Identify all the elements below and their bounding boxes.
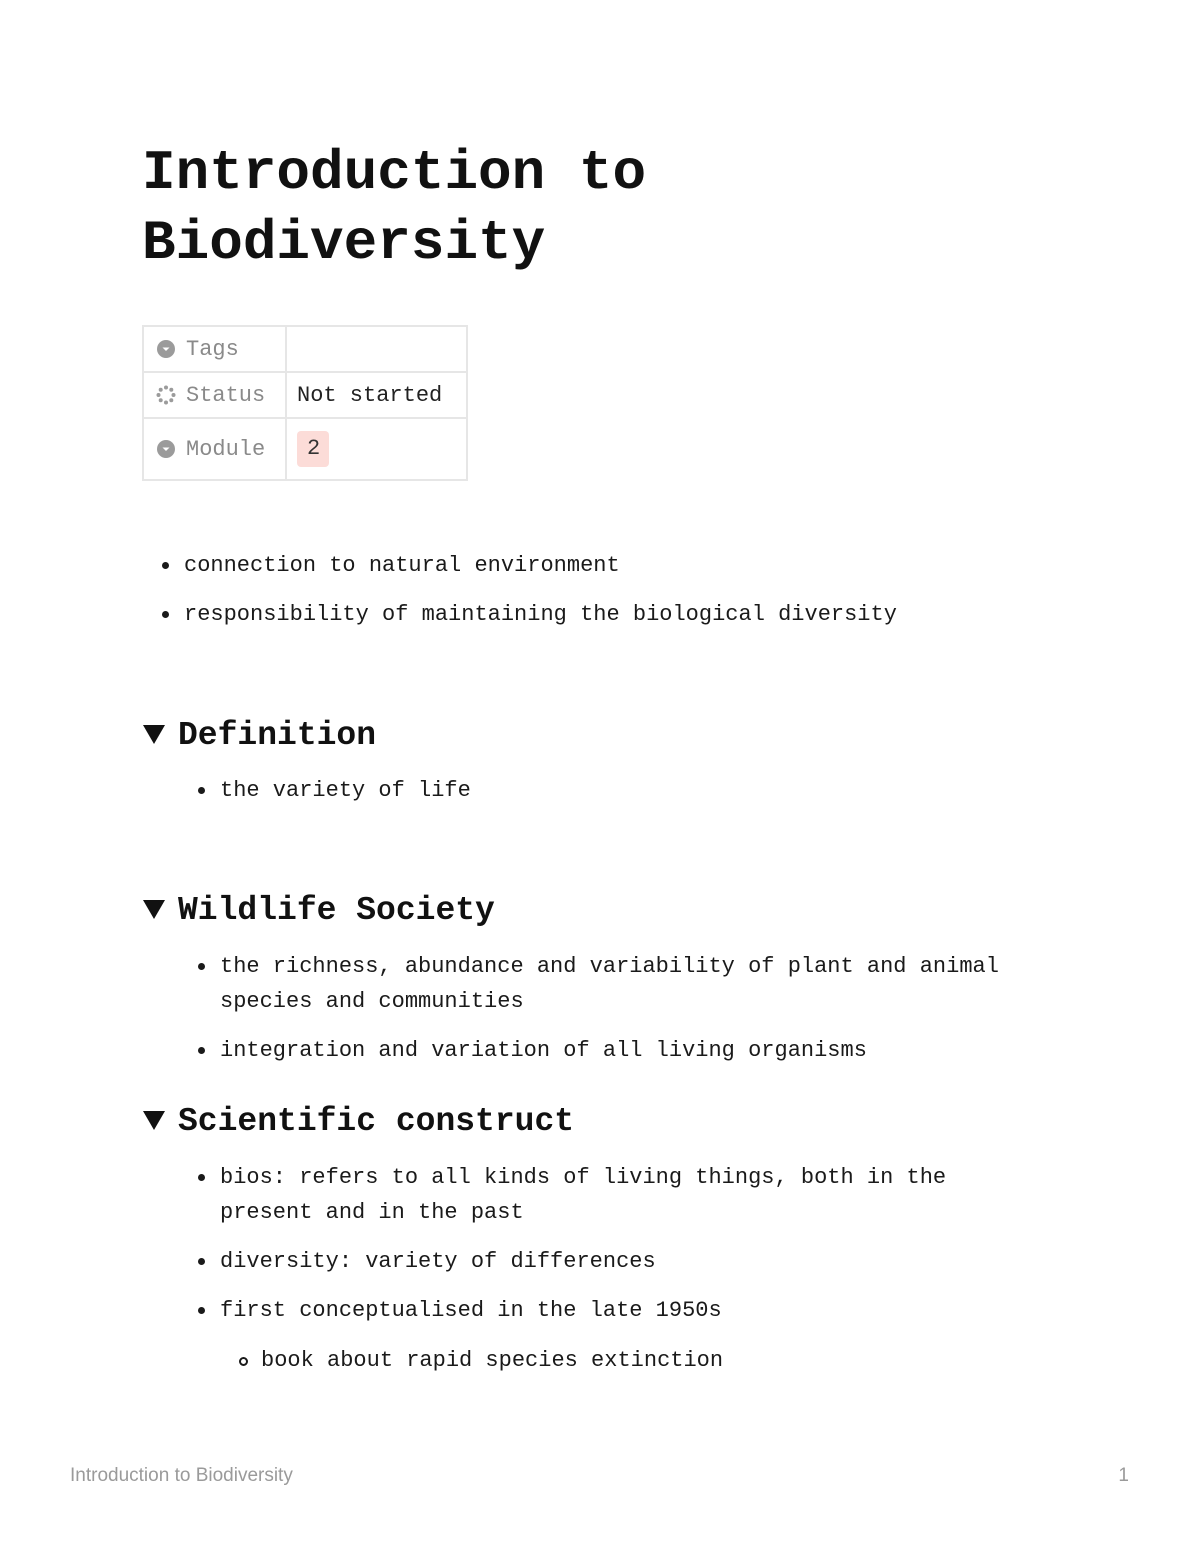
property-key-module[interactable] — [143, 418, 286, 480]
wildlife-society-bullet-list — [220, 949, 1070, 1082]
list-item: diversity: variety of differences — [220, 1244, 1020, 1279]
footer-page-number: 1 — [1118, 1465, 1129, 1486]
scientific-construct-bullet-list — [220, 1160, 1020, 1342]
section-heading-definition[interactable] — [142, 716, 376, 756]
property-value-tags[interactable] — [286, 326, 467, 372]
property-label: Status — [186, 382, 266, 408]
toggle-triangle-icon[interactable] — [142, 723, 166, 745]
toggle-triangle-icon[interactable] — [142, 1109, 166, 1131]
module-tag[interactable]: 2 — [297, 431, 329, 467]
select-icon — [156, 439, 176, 459]
list-item: book about rapid species extinction — [261, 1343, 1021, 1378]
property-key-tags[interactable] — [143, 326, 286, 372]
section-heading-label: Definition — [178, 717, 377, 754]
property-label: Tags — [186, 336, 239, 362]
footer-title: Introduction to Biodiversity — [70, 1465, 293, 1486]
property-row-tags — [143, 326, 467, 372]
scientific-construct-sub-list — [261, 1343, 1021, 1392]
definition-bullet-list — [220, 773, 1180, 822]
property-label: Module — [186, 436, 266, 462]
intro-bullet-list — [184, 548, 1144, 646]
list-item: responsibility of maintaining the biological diversity — [184, 597, 1144, 632]
list-item: integration and variation of all living organisms — [220, 1033, 1070, 1068]
property-key-status[interactable] — [143, 372, 286, 418]
page-title: Introduction to Biodiversity — [142, 141, 647, 275]
list-item: bios: refers to all kinds of living things, both in the present and in the past — [220, 1160, 1020, 1230]
property-value-status[interactable]: Not started — [286, 372, 467, 418]
toggle-triangle-icon[interactable] — [142, 898, 166, 920]
section-heading-label: Wildlife Society — [178, 892, 495, 929]
list-item: the variety of life — [220, 773, 1180, 808]
list-item: the richness, abundance and variability of plant and animal species and communities — [220, 949, 1070, 1019]
section-heading-wildlife-society[interactable] — [142, 891, 495, 931]
select-icon — [156, 339, 176, 359]
property-row-module — [143, 418, 467, 480]
list-item: first conceptualised in the late 1950s — [220, 1293, 1020, 1328]
section-heading-scientific-construct[interactable] — [142, 1102, 574, 1142]
property-row-status — [143, 372, 467, 418]
section-heading-label: Scientific construct — [178, 1103, 575, 1140]
status-spinner-icon — [156, 385, 176, 405]
properties-table — [142, 325, 468, 481]
property-value-module[interactable] — [286, 418, 467, 480]
list-item: connection to natural environment — [184, 548, 1144, 583]
